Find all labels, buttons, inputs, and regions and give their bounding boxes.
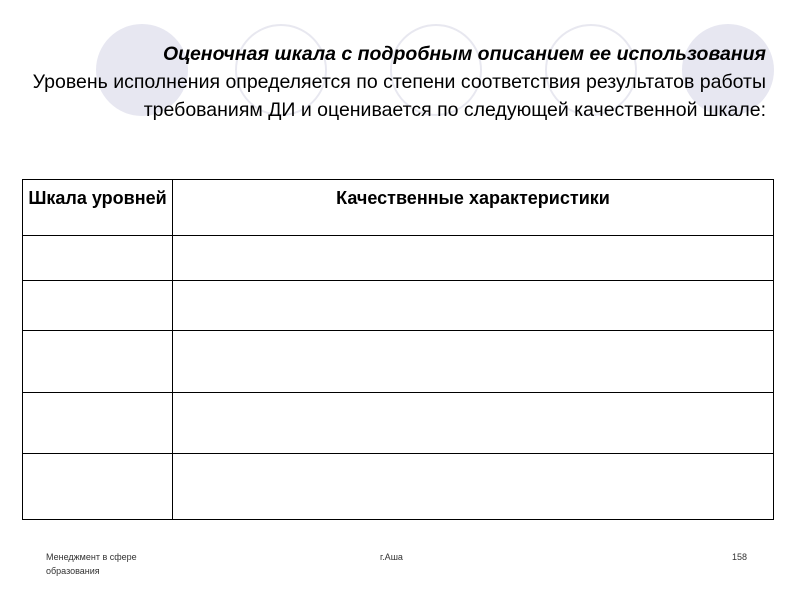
footer-page-number: 158 [732, 552, 748, 562]
table-row [23, 331, 774, 393]
table-cell [173, 393, 774, 454]
table-cell [23, 393, 173, 454]
footer-location: г.Аша [380, 552, 403, 562]
slide-title: Оценочная шкала с подробным описанием ее использования [162, 43, 766, 65]
column-header-qualitative-characteristics: Качественные характеристики [173, 180, 774, 236]
table-row [23, 281, 774, 331]
table-cell [23, 331, 173, 393]
table-cell [23, 236, 173, 281]
table-cell [173, 454, 774, 520]
slide-subtitle: Уровень исполнения определяется по степени соответствия результатов работы требованиям ДИ и оценивается по следующей качественной шкале: [32, 71, 766, 121]
title-block [30, 40, 766, 124]
table-row [23, 454, 774, 520]
table-cell [173, 236, 774, 281]
table-cell [173, 331, 774, 393]
table-cell [23, 281, 173, 331]
table-header-row [23, 180, 774, 236]
table-row [23, 393, 774, 454]
table-row [23, 236, 774, 281]
footer-course-name: Менеджмент в сфере образования [46, 552, 137, 576]
table-cell [23, 454, 173, 520]
table-cell [173, 281, 774, 331]
column-header-scale-levels: Шкала уровней [23, 180, 173, 236]
evaluation-scale-table [22, 179, 774, 520]
